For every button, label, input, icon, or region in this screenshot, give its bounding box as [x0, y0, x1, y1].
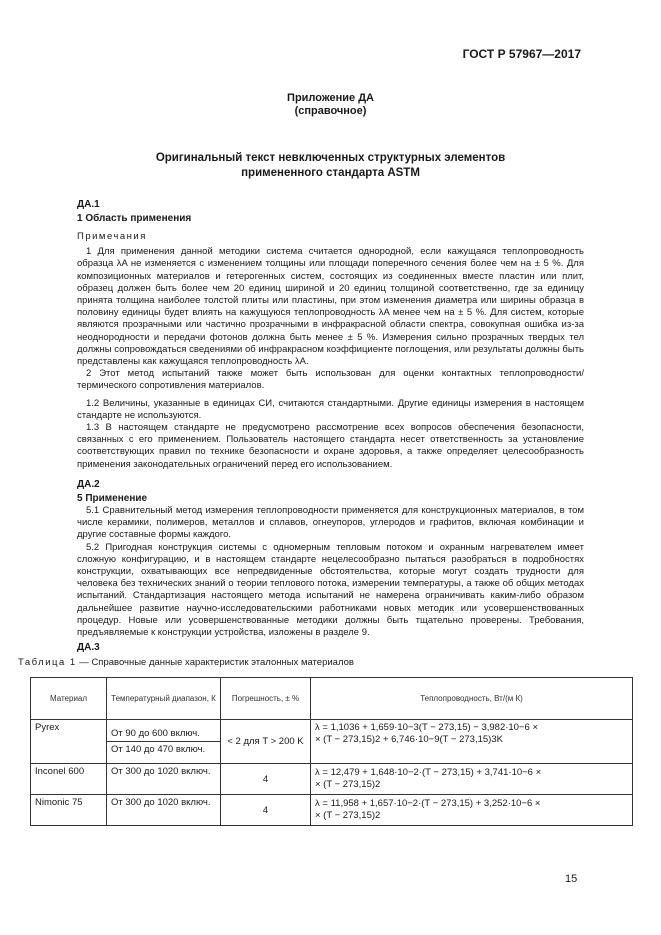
cell-error: 4 [221, 764, 311, 795]
section-da2-label: ДА.2 [77, 479, 100, 490]
paragraph-5-2: 5.2 Пригодная конструкция системы с одномерным тепловым потоком и охранным нагревателем имеет сложную конфигурацию, и в настоящем стандарте нецелесообразно пытаться разобраться в подробностях конструкции, охватывающих все непредвиденные обстоятельства, которые могут создать трудности для человека без технических знаний о теории теплового потока, измерении температуры, а также об общих методах испытаний. Стандартизация настоящего метода испытаний не намерена ограничивать каким-либо образом дальнейшее развитие научно-исследовательскими работниками новых методик или усовершенствованных процедур. Новые или усовершенствованные методики должны быть тщательно проверены. Требования, предъявляемые к конструкции устройства, изложены в разделе 9. [77, 541, 584, 639]
cell-error: 4 [221, 795, 311, 826]
paragraph-1-3: 1.3 В настоящем стандарте не предусмотрено рассмотрение всех вопросов обеспечения безопасности, связанных с его применением. Пользователь настоящего стандарта несет ответственность за установление соответствующих правил по технике безопасности и охране здоровья, а также определяет целесообразность применения законодательных ограничений перед его использованием. [77, 422, 584, 470]
section-da1-heading: 1 Область применения [77, 212, 192, 224]
cell-material: Pyrex [31, 720, 107, 764]
formula-line-1: λ = 1,1036 + 1,659·10−3(T − 273,15) − 3,982·10−6 × [315, 722, 538, 733]
table-row [31, 764, 633, 795]
cell-temp-range: От 300 до 1020 включ. [107, 795, 221, 826]
section-da2-heading: 5 Применение [77, 492, 148, 504]
formula-line-2: × (T − 273,15)2 [315, 810, 381, 821]
cell-formula [311, 720, 633, 764]
cell-material: Inconel 600 [31, 764, 107, 795]
header-temp-range: Температурный диапазон, К [107, 678, 221, 720]
header-error: Погрешность, ± % [221, 678, 311, 720]
header-conductivity: Теплопроводность, Вт/(м К) [311, 678, 633, 720]
appendix-heading [60, 92, 601, 118]
formula-line-2: × (T − 273,15)2 + 6,746·10−9(T − 273,15)3K [315, 734, 503, 745]
table-header-row [31, 678, 633, 720]
section-da3-label: ДА.3 [77, 642, 100, 653]
note-2: 2 Этот метод испытаний также может быть использован для оценки контактных теплопроводности/термического сопротивления материалов. [77, 368, 584, 392]
section-da1-label: ДА.1 [77, 199, 100, 210]
note-1: 1 Для применения данной методики система считается однородной, если кажущаяся теплопроводность образца λA не изменяется с изменением толщины или площади поперечного сечения более чем на ± 5 %. Для композиционных материалов и гетерогенных систем, состоящих из соединенных вместе пластин или плит, образец должен быть более чем 20 единиц шириной и 20 единиц толщиной соответственно, где за единицу принята толщина наиболее толстой плиты или пластины, при этом изменения диаметра или ширины образца в половину единицы будет влиять на кажущуюся теплопроводность λA менее чем на ± 5 %. Для систем, которые являются прозрачными или частично прозрачными в инфракрасной области спектра, совокупная ошибка из-за неоднородности и передачи фотонов должна быть менее ± 5 %. Измерения сильно прозрачных твердых тел должны сопровождаться сведениями об инфракрасном коэффициенте поглощения, или результаты должны быть представлены как кажущаяся теплопроводность λA. [77, 246, 584, 368]
formula-line-1: λ = 11,958 + 1,657·10−2·(T − 273,15) + 3,252·10−6 × [315, 798, 541, 809]
formula-line-2: × (T − 273,15)2 [315, 779, 381, 790]
appendix-subtitle: (справочное) [294, 105, 367, 117]
table-caption [18, 657, 354, 668]
table-row [31, 795, 633, 826]
cell-error: < 2 для T > 200 K [221, 720, 311, 764]
document-title [60, 151, 601, 181]
table-caption-text: — Справочные данные характеристик эталонных материалов [76, 657, 354, 668]
formula-line-1: λ = 12,479 + 1,648·10−2·(T − 273,15) + 3,741·10−6 × [315, 767, 542, 778]
table-row [31, 720, 633, 764]
cell-formula [311, 795, 633, 826]
notes-label: Примечания [77, 231, 147, 242]
cell-temp-range [107, 720, 221, 764]
header-material: Материал [31, 678, 107, 720]
cell-material: Nimonic 75 [31, 795, 107, 826]
section-da1 [77, 199, 584, 471]
appendix-title: Приложение ДА [287, 92, 374, 104]
cell-temp-range: От 300 до 1020 включ. [107, 764, 221, 795]
cell-formula [311, 764, 633, 795]
temp-range-2: От 140 до 470 включ. [111, 744, 206, 755]
page-number: 15 [565, 873, 578, 885]
table-caption-label: Таблица 1 [18, 657, 77, 668]
document-title-line1: Оригинальный текст невключенных структурных элементов [155, 152, 506, 164]
paragraph-5-1: 5.1 Сравнительный метод измерения теплопроводности применяется для конструкционных материалов, в том числе керамики, полимеров, металлов и сплавов, огнеупоров, углеродов и графитов, включая комбинации и другие составные формы каждого. [77, 505, 584, 541]
reference-materials-table [30, 677, 633, 826]
document-title-line2: примененного стандарта ASTM [241, 167, 420, 179]
temp-range-1: От 90 до 600 включ. [107, 726, 220, 742]
section-da2 [77, 479, 584, 639]
paragraph-1-2: 1.2 Величины, указанные в единицах СИ, считаются стандартными. Другие единицы измерения в настоящем стандарте не используются. [77, 397, 584, 421]
standard-designation: ГОСТ Р 57967—2017 [462, 47, 581, 61]
section-da3 [77, 642, 584, 655]
